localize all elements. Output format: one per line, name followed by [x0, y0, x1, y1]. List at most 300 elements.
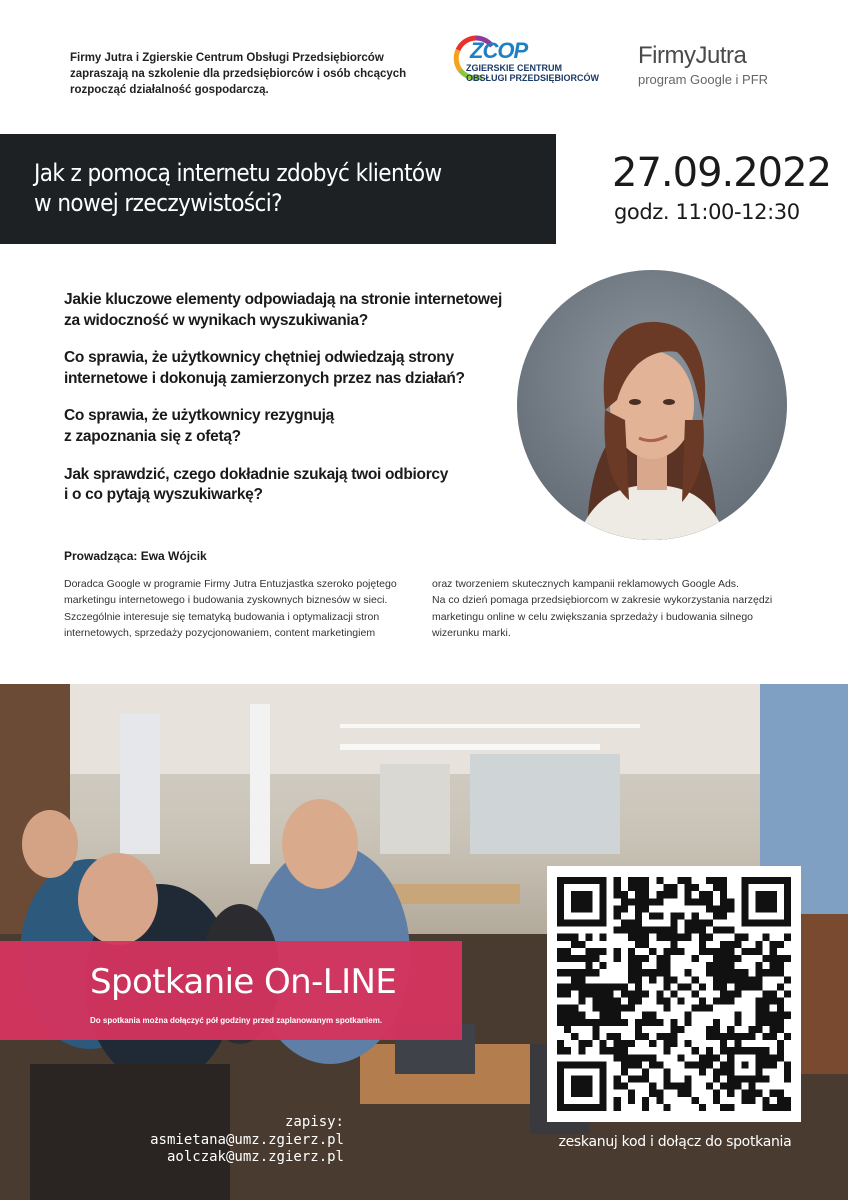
qr-module	[763, 1012, 770, 1019]
zcop-sub-line-1: ZGIERSKIE CENTRUM	[466, 63, 563, 73]
qr-module	[741, 1033, 748, 1040]
qr-module	[784, 1104, 791, 1111]
qr-module	[784, 1076, 791, 1083]
qr-module	[678, 912, 685, 919]
qr-module	[600, 1040, 607, 1047]
qr-module	[621, 1040, 628, 1047]
qr-module	[734, 983, 741, 990]
qr-module	[614, 955, 621, 962]
qr-module	[734, 990, 741, 997]
qr-module	[621, 1083, 628, 1090]
qr-module	[585, 990, 592, 997]
qr-module	[699, 998, 706, 1005]
qr-module	[635, 884, 642, 891]
qr-module	[571, 1033, 578, 1040]
qr-module	[777, 1012, 784, 1019]
qr-module	[784, 990, 791, 997]
zcop-logo	[452, 34, 622, 90]
qr-module	[557, 948, 564, 955]
question-line: Co sprawia, że użytkownicy chętniej odwiedzają strony	[64, 349, 454, 367]
qr-module	[614, 905, 621, 912]
qr-module	[763, 934, 770, 941]
qr-module	[557, 1005, 564, 1012]
qr-module	[756, 998, 763, 1005]
qr-module	[642, 1054, 649, 1061]
qr-module	[585, 969, 592, 976]
qr-module	[642, 891, 649, 898]
qr-module	[678, 1054, 685, 1061]
qr-module	[713, 1033, 720, 1040]
qr-module	[777, 1054, 784, 1061]
qr-module	[720, 998, 727, 1005]
qr-module	[635, 877, 642, 884]
event-title	[34, 158, 534, 218]
qr-module	[685, 1061, 692, 1068]
qr-module	[685, 983, 692, 990]
signup-email-1[interactable]: zapisy: asmietana@umz.zgierz.pl	[150, 1114, 344, 1148]
event-title-line-2: w nowej rzeczywistości?	[34, 189, 283, 217]
qr-module	[621, 1068, 628, 1075]
qr-module	[564, 990, 571, 997]
qr-module	[734, 1083, 741, 1090]
qr-module	[692, 920, 699, 927]
qr-module	[600, 934, 607, 941]
qr-module	[777, 1040, 784, 1047]
qr-module	[600, 1019, 607, 1026]
qr-module	[571, 891, 592, 912]
qr-module	[699, 948, 706, 955]
qr-module	[628, 1090, 635, 1097]
qr-module	[656, 998, 663, 1005]
qr-module	[635, 1019, 642, 1026]
qr-module	[678, 983, 685, 990]
qr-module	[706, 962, 713, 969]
qr-module	[670, 1026, 677, 1033]
qr-module	[734, 941, 741, 948]
zcop-sub-line-2: OBSŁUGI PRZEDSIĘBIORCÓW	[466, 72, 600, 83]
presenter-bio-left	[64, 576, 424, 642]
qr-module	[734, 969, 741, 976]
question-line: z zapoznania się z ofetą?	[64, 428, 241, 446]
qr-module	[678, 1083, 685, 1090]
qr-module	[649, 948, 656, 955]
intro-line-1: Firmy Jutra i Zgierskie Centrum Obsługi Przedsiębiorców	[70, 52, 384, 64]
qr-module	[642, 1104, 649, 1111]
qr-module	[642, 941, 649, 948]
qr-module	[734, 1033, 741, 1040]
qr-module	[770, 1026, 777, 1033]
qr-module	[571, 955, 578, 962]
qr-module	[642, 898, 649, 905]
qr-module	[685, 1083, 692, 1090]
qr-module	[670, 1019, 677, 1026]
question-item	[64, 290, 534, 331]
qr-module	[713, 1026, 720, 1033]
qr-module	[713, 884, 720, 891]
qr-module	[685, 1076, 692, 1083]
bio-line: marketingu internetowego i budowania zyskownych biznesów w sieci.	[64, 594, 388, 607]
qr-module	[720, 1104, 727, 1111]
qr-module	[763, 969, 770, 976]
signup-email-2[interactable]: aolczak@umz.zgierz.pl	[166, 1149, 344, 1165]
qr-module	[756, 969, 763, 976]
bio-line: marketingu online w celu zwiększania sprzedaży i budowania silnego	[432, 610, 754, 623]
zcop-subtitle	[466, 64, 599, 84]
qr-module	[614, 1097, 621, 1104]
qr-module	[756, 948, 763, 955]
qr-module	[578, 969, 585, 976]
qr-module	[706, 1054, 713, 1061]
qr-module	[727, 905, 734, 912]
qr-module	[784, 976, 791, 983]
qr-module	[642, 1068, 649, 1075]
qr-module	[713, 983, 720, 990]
qr-module	[713, 1068, 720, 1075]
qr-module	[727, 1090, 734, 1097]
qr-module	[713, 969, 720, 976]
qr-module	[720, 905, 727, 912]
qr-module	[571, 1019, 578, 1026]
question-item	[64, 348, 534, 389]
qr-code-graphic	[557, 876, 791, 1112]
qr-module	[741, 1061, 748, 1068]
qr-module	[642, 877, 649, 884]
qr-module	[564, 1012, 571, 1019]
qr-module	[720, 941, 727, 948]
qr-module	[585, 1019, 592, 1026]
qr-module	[649, 1054, 656, 1061]
qr-module	[635, 891, 642, 898]
qr-module	[770, 990, 777, 997]
qr-module	[600, 962, 607, 969]
qr-module	[635, 927, 642, 934]
qr-module	[763, 1047, 770, 1054]
organizer-intro	[70, 50, 430, 98]
qr-module	[727, 990, 734, 997]
qr-module	[763, 1076, 770, 1083]
qr-module	[585, 1040, 592, 1047]
qr-module	[756, 983, 763, 990]
qr-module	[777, 969, 784, 976]
qr-module	[663, 976, 670, 983]
qr-module	[720, 983, 727, 990]
question-line: internetowe i dokonują zamierzonych przez nas działań?	[64, 369, 465, 387]
qr-module	[621, 1019, 628, 1026]
qr-module	[699, 891, 706, 898]
qr-module	[777, 1005, 784, 1012]
qr-module	[592, 969, 599, 976]
qr-module	[585, 934, 592, 941]
qr-module	[777, 1047, 784, 1054]
qr-module	[663, 884, 670, 891]
qr-module	[663, 1005, 670, 1012]
qr-module	[649, 898, 656, 905]
qr-module	[713, 998, 720, 1005]
qr-module	[635, 969, 642, 976]
qr-module	[670, 1033, 677, 1040]
bio-line: oraz tworzeniem skutecznych kampanii reklamowych Google Ads.	[432, 578, 739, 590]
qr-module	[635, 1076, 642, 1083]
qr-module	[564, 948, 571, 955]
qr-module	[614, 927, 621, 934]
qr-module	[777, 962, 784, 969]
qr-module	[614, 1047, 621, 1054]
qr-module	[720, 955, 727, 962]
qr-module	[600, 1005, 607, 1012]
qr-module	[642, 1033, 649, 1040]
qr-module	[564, 1047, 571, 1054]
qr-module	[734, 934, 741, 941]
qr-module	[600, 948, 607, 955]
qr-module	[635, 990, 642, 997]
qr-module	[727, 1026, 734, 1033]
qr-module	[748, 1097, 755, 1104]
qr-module	[557, 969, 564, 976]
qr-module	[649, 1019, 656, 1026]
qr-module	[692, 898, 699, 905]
event-time: godz. 11:00-12:30	[614, 200, 800, 224]
qr-module	[713, 912, 720, 919]
qr-module	[770, 1061, 777, 1068]
qr-module	[592, 1005, 599, 1012]
qr-module	[770, 962, 777, 969]
qr-module	[692, 927, 699, 934]
qr-module	[592, 955, 599, 962]
qr-module	[706, 969, 713, 976]
qr-module	[557, 1040, 564, 1047]
qr-module	[741, 969, 748, 976]
qr-module	[678, 998, 685, 1005]
qr-caption: zeskanuj kod i dołącz do spotkania	[558, 1134, 792, 1150]
qr-module	[770, 1090, 777, 1097]
qr-module	[706, 934, 713, 941]
qr-module	[670, 927, 677, 934]
qr-module	[770, 969, 777, 976]
questions-list	[64, 290, 534, 523]
qr-module	[628, 969, 635, 976]
qr-module	[628, 898, 635, 905]
qr-module	[706, 1033, 713, 1040]
qr-module	[777, 955, 784, 962]
qr-code[interactable]	[547, 866, 801, 1122]
qr-module	[720, 969, 727, 976]
intro-line-3: rozpocząć działalność gospodarczą.	[70, 84, 269, 97]
qr-module	[614, 948, 621, 955]
qr-module	[564, 1005, 571, 1012]
qr-module	[656, 934, 663, 941]
qr-module	[578, 990, 585, 997]
qr-module	[614, 1012, 621, 1019]
title-band	[0, 134, 556, 244]
bio-line: internetowych, sprzedaży pozycjonowaniem, content marketingiem	[64, 627, 376, 640]
qr-module	[713, 905, 720, 912]
qr-module	[756, 1090, 763, 1097]
qr-module	[670, 920, 677, 927]
qr-module	[635, 1026, 642, 1033]
qr-module	[720, 877, 727, 884]
qr-module	[763, 990, 770, 997]
qr-module	[614, 884, 621, 891]
qr-module	[685, 877, 692, 884]
qr-module	[628, 962, 635, 969]
qr-module	[692, 1097, 699, 1104]
qr-module	[564, 955, 571, 962]
qr-module	[571, 1005, 578, 1012]
qr-module	[600, 1047, 607, 1054]
qr-module	[621, 927, 628, 934]
qr-module	[748, 976, 755, 983]
qr-module	[571, 983, 578, 990]
qr-module	[663, 998, 670, 1005]
qr-module	[557, 955, 564, 962]
qr-module	[635, 1054, 642, 1061]
qr-module	[649, 1061, 656, 1068]
qr-module	[592, 1019, 599, 1026]
qr-module	[628, 955, 635, 962]
qr-module	[770, 941, 777, 948]
qr-module	[756, 891, 777, 912]
qr-module	[713, 927, 720, 934]
question-line: i o co pytają wyszukiwarkę?	[64, 486, 263, 504]
qr-module	[756, 962, 763, 969]
qr-module	[600, 1012, 607, 1019]
qr-module	[720, 912, 727, 919]
qr-module	[670, 884, 677, 891]
qr-module	[706, 948, 713, 955]
qr-module	[756, 1019, 763, 1026]
qr-module	[720, 948, 727, 955]
qr-module	[614, 1005, 621, 1012]
qr-module	[713, 976, 720, 983]
qr-module	[592, 998, 599, 1005]
qr-module	[663, 1040, 670, 1047]
qr-module	[720, 990, 727, 997]
qr-module	[635, 962, 642, 969]
qr-module	[628, 1054, 635, 1061]
qr-module	[678, 948, 685, 955]
qr-module	[784, 1061, 791, 1068]
qr-module	[763, 1019, 770, 1026]
qr-module	[607, 1047, 614, 1054]
qr-module	[656, 1090, 663, 1097]
qr-module	[649, 976, 656, 983]
qr-module	[670, 941, 677, 948]
qr-module	[571, 934, 578, 941]
qr-module	[734, 1019, 741, 1026]
qr-module	[784, 955, 791, 962]
qr-module	[628, 1005, 635, 1012]
qr-module	[621, 1005, 628, 1012]
qr-module	[706, 1026, 713, 1033]
qr-module	[628, 1040, 635, 1047]
qr-module	[685, 1040, 692, 1047]
qr-module	[663, 1104, 670, 1111]
qr-module	[564, 1026, 571, 1033]
qr-module	[635, 1061, 642, 1068]
qr-module	[777, 1019, 784, 1026]
qr-module	[607, 1012, 614, 1019]
qr-module	[713, 1090, 720, 1097]
qr-module	[578, 1019, 585, 1026]
qr-module	[649, 1040, 656, 1047]
qr-module	[635, 934, 642, 941]
qr-module	[642, 969, 649, 976]
qr-module	[713, 877, 720, 884]
qr-module	[592, 1033, 599, 1040]
qr-module	[635, 955, 642, 962]
qr-module	[600, 983, 607, 990]
qr-module	[727, 1104, 734, 1111]
qr-module	[699, 983, 706, 990]
firmy-jutra-logo	[638, 42, 798, 87]
qr-module	[663, 927, 670, 934]
qr-module	[706, 1005, 713, 1012]
qr-module	[720, 976, 727, 983]
qr-module	[564, 969, 571, 976]
qr-module	[578, 941, 585, 948]
qr-module	[642, 1012, 649, 1019]
qr-module	[642, 1019, 649, 1026]
qr-module	[777, 998, 784, 1005]
qr-module	[656, 927, 663, 934]
qr-module	[585, 948, 592, 955]
qr-module	[720, 884, 727, 891]
qr-module	[784, 1097, 791, 1104]
qr-module	[628, 976, 635, 983]
qr-module	[727, 962, 734, 969]
qr-module	[741, 1090, 748, 1097]
qr-module	[635, 941, 642, 948]
qr-module	[642, 990, 649, 997]
qr-module	[720, 898, 727, 905]
qr-module	[663, 948, 670, 955]
qr-module	[699, 941, 706, 948]
qr-module	[614, 877, 621, 884]
qr-module	[656, 912, 663, 919]
qr-module	[699, 934, 706, 941]
qr-module	[628, 948, 635, 955]
qr-module	[663, 891, 670, 898]
qr-module	[635, 920, 642, 927]
qr-module	[777, 983, 784, 990]
qr-module	[621, 891, 628, 898]
qr-module	[571, 976, 578, 983]
qr-module	[678, 934, 685, 941]
question-line: Jakie kluczowe elementy odpowiadają na stronie internetowej	[64, 291, 502, 308]
qr-module	[592, 1026, 599, 1033]
qr-module	[635, 998, 642, 1005]
online-title: Spotkanie On-LINE	[90, 962, 397, 1002]
question-line: Co sprawia, że użytkownicy rezygnują	[64, 407, 335, 425]
qr-module	[720, 1068, 727, 1075]
qr-module	[564, 1019, 571, 1026]
qr-module	[557, 983, 564, 990]
qr-module	[763, 955, 770, 962]
qr-module	[557, 1019, 564, 1026]
qr-module	[607, 990, 614, 997]
qr-module	[713, 1019, 720, 1026]
qr-module	[600, 990, 607, 997]
qr-module	[670, 990, 677, 997]
qr-module	[571, 941, 578, 948]
qr-module	[571, 1012, 578, 1019]
qr-module	[777, 1097, 784, 1104]
qr-module	[685, 1090, 692, 1097]
qr-module	[656, 1019, 663, 1026]
qr-module	[720, 962, 727, 969]
qr-module	[777, 1026, 784, 1033]
qr-module	[741, 983, 748, 990]
